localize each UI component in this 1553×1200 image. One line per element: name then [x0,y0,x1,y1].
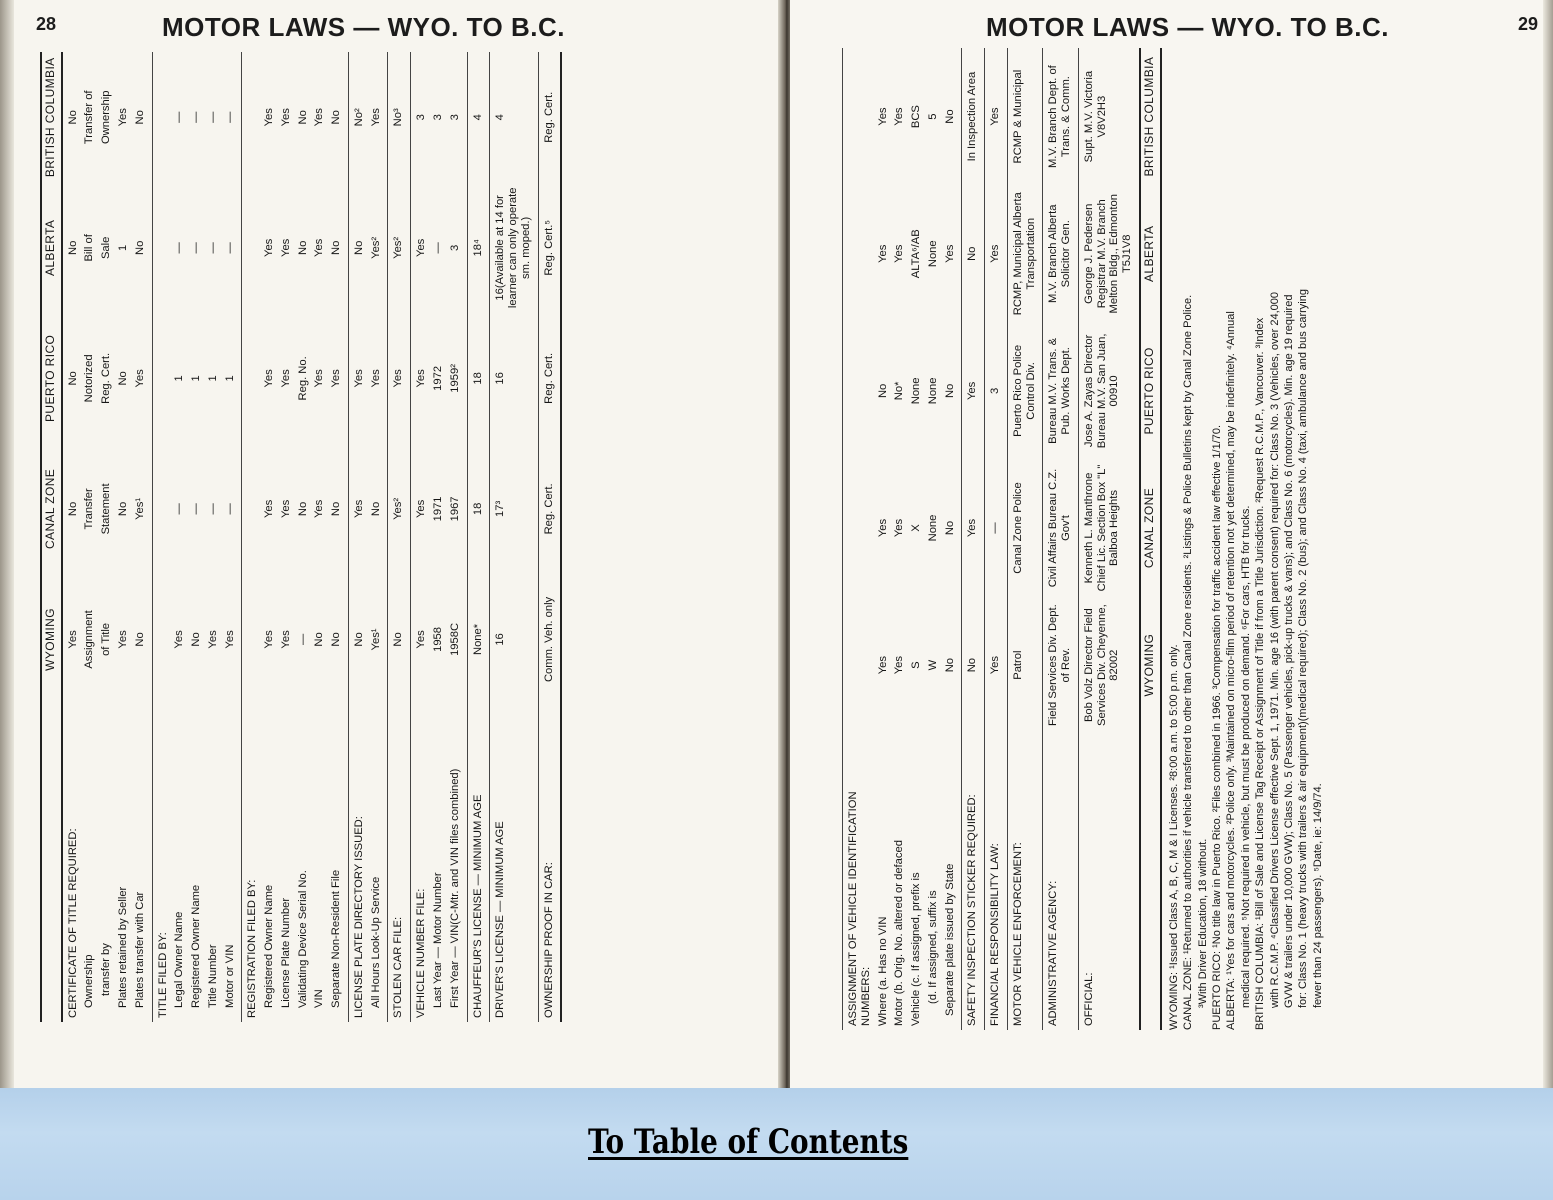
table-cell: Yes [411,574,430,705]
table-cell: No [943,520,956,536]
column-header: PUERTO RICO [1140,322,1161,459]
table-cell: No [62,52,82,183]
table-cell: No [133,110,146,125]
table-cell: 16 [490,574,538,705]
table-cell [843,459,875,596]
table-row [98,52,115,1022]
table-cell: Yes [116,630,129,649]
table-cell: Assignment [83,610,96,669]
table-cell: No [330,632,343,647]
table-row [348,52,367,1022]
table-cell: — [223,242,236,254]
table-cell: 3 [985,322,1008,459]
table-row [925,48,942,1030]
row-label: SAFETY INSPECTION STICKER REQUIRED: [962,734,985,1030]
footnote-line: PUERTO RICO: ¹No title law in Puerto Rico. ²Files combined in 1966. ³Compensation for traffic accident law effective 1/1/70. [1210,424,1223,1030]
table-cell: None [926,377,939,405]
row-label: DRIVER'S LICENSE — MINIMUM AGE [490,705,538,1022]
column-header: ALBERTA [1140,185,1161,322]
row-label: STOLEN CAR FILE: [388,705,411,1022]
row-label: FINANCIAL RESPONSIBILITY LAW: [985,734,1008,1030]
table-cell: Yes [876,656,889,675]
right-table-footer-row [1140,48,1161,1030]
right-table-body [843,48,1141,1030]
left-table-header-row [41,52,62,1022]
table-row [222,52,242,1022]
table-cell: W [926,659,939,671]
table-cell: Yes [263,499,276,519]
row-label: First Year — VIN(C-Mtr. and VIN files combined) [448,768,461,1008]
table-row [875,48,892,1030]
row-label: Validating Device Serial No. [296,870,309,1008]
table-cell [242,183,261,314]
table-cell: S [910,661,923,669]
row-label: Plates transfer with Car [133,891,146,1008]
table-row [62,52,82,1022]
table-cell: 1 [116,244,129,251]
table-cell: Yes [313,238,326,257]
row-label: (d. If assigned, suffix is [926,890,939,1004]
table-cell: Yes [263,630,276,649]
table-cell: 3 [448,244,461,251]
table-cell: Yes [133,369,146,388]
table-row [188,52,205,1022]
table-cell: Yes [223,630,236,649]
table-cell: 16(Available at 14 for learner can only operate sm. moped.) [490,183,538,314]
footnote-line: ALBERTA: ¹Yes for cars and motorcycles. ²Police only. ³Maintained on micro-film period of retention not yet determined, may be indefinitely. ⁴Annual [1225,311,1238,1030]
table-cell: Yes [985,597,1008,734]
footnote-line: ³With Driver Education, 18 without. [1196,838,1209,1008]
row-label: VIN [313,989,326,1008]
table-row [430,52,447,1022]
table-cell: No [296,110,309,125]
table-cell: No [943,109,956,124]
table-cell: Yes [893,656,906,675]
table-cell: No [330,110,343,125]
table-cell: Yes [279,630,292,649]
table-cell: 4 [490,52,538,183]
table-cell: Bob Volz Director Field Services Div. Cheyenne, 82002 [1078,597,1140,734]
table-cell: Statement [100,483,113,535]
row-label: OWNERSHIP PROOF IN CAR: [538,705,561,1022]
table-row [388,52,411,1022]
table-cell: Yes [263,108,276,127]
table-cell: Yes [369,108,382,127]
table-row [115,52,132,1022]
table-cell: — [206,111,219,123]
table-cell: No [133,632,146,647]
table-cell: Yes [943,244,956,263]
table-cell: 1972 [431,365,444,391]
table-cell [152,444,171,575]
table-cell: No [116,371,129,386]
row-label: Last Year — Motor Number [431,872,444,1008]
table-cell: No [313,632,326,647]
table-cell: Yes [388,313,411,444]
table-cell: 1 [173,375,186,382]
table-cell [152,183,171,314]
table-cell [152,313,171,444]
left-table-body [62,52,562,1022]
table-cell: No [962,185,985,322]
table-cell: Yes [116,108,129,127]
table-cell: 4 [467,52,490,183]
column-header: WYOMING [41,574,62,705]
table-cell: — [206,503,219,515]
table-row [205,52,222,1022]
table-cell: No [133,240,146,255]
table-row [261,52,278,1022]
table-cell: Yes [313,499,326,519]
right-page [790,0,1553,1088]
table-cell: Reg. Cert. [100,352,113,404]
table-cell: — [173,111,186,123]
table-cell: 5 [926,113,939,120]
table-cell [152,52,171,183]
table-cell: No [388,574,411,705]
table-row [1007,48,1043,1030]
table-row [891,48,908,1030]
table-cell: Yes [962,459,985,596]
table-cell [843,185,875,322]
table-cell [242,313,261,444]
header-spacer [1140,734,1161,1030]
table-row [311,52,328,1022]
table-cell: 3 [431,114,444,121]
table-cell: No [62,183,82,314]
row-label: MOTOR VEHICLE ENFORCEMENT: [1007,734,1043,1030]
table-cell [242,52,261,183]
table-cell: 3 [448,114,461,121]
row-label: Legal Owner Name [173,911,186,1008]
table-cell: Notorized [83,354,96,403]
table-row [278,52,295,1022]
table-cell: No [296,240,309,255]
table-cell: Yes [411,313,430,444]
column-header: BRITISH COLUMBIA [41,52,62,183]
row-label: Registered Owner Name [190,884,203,1008]
table-cell: ALTA⁶/AB [910,229,923,279]
table-cell: No [62,444,82,575]
table-cell: — [206,242,219,254]
right-table [842,48,1162,1030]
table-cell: Yes² [388,183,411,314]
page-number-right: 29 [1518,14,1539,34]
table-cell: None* [467,574,490,705]
table-cell: No³ [388,52,411,183]
table-of-contents-link[interactable]: To Table of Contents [588,1122,909,1162]
table-cell: Civil Affairs Bureau C.Z. Gov't [1043,459,1079,596]
table-cell: 18 [467,444,490,575]
row-label: Separate plate issued by State [943,863,956,1016]
table-cell: No [190,632,203,647]
table-cell: M.V. Branch Alberta Solicitor Gen. [1043,185,1079,322]
table-cell: — [173,503,186,515]
table-cell: No [943,383,956,399]
footnote-line: for: Class No. 1 (heavy trucks with trailers & air equipment)(medical required); Class No. 2 (bus); and Class No. 4 (taxi, ambulance and bus carrying [1297,289,1310,1008]
row-label: OFFICIAL: [1078,734,1140,1030]
table-cell: 3 [411,52,430,183]
table-cell: 18 [467,313,490,444]
page-header-left: MOTOR LAWS — WYO. TO B.C. [162,12,565,42]
table-cell: RCMP & Municipal [1007,48,1043,185]
table-cell [843,48,875,185]
table-row [447,52,467,1022]
table-cell: Bureau M.V. Trans. & Pub. Works Dept. [1043,322,1079,459]
table-cell: Yes [330,369,343,388]
row-label: Ownership [83,954,96,1008]
header-spacer [41,705,62,1022]
table-cell: — [190,111,203,123]
table-cell: Yes [279,238,292,257]
row-label: Title Number [206,944,219,1008]
table-cell: Yes [313,108,326,127]
table-cell: Reg. No. [296,356,309,401]
table-row [962,48,985,1030]
table-row [1043,48,1079,1030]
table-cell: Yes [279,369,292,388]
table-cell: X [910,524,923,532]
table-cell: Reg. Cert. [538,313,561,444]
table-cell: Transfer of [83,90,96,145]
table-cell: Yes² [388,444,411,575]
row-label: Motor (b. Orig. No. altered or defaced [893,840,906,1026]
row-label: Registered Owner Name [263,884,276,1008]
table-cell: Yes [206,630,219,649]
table-cell: Yes [263,238,276,257]
table-row [467,52,490,1022]
table-cell: No² [348,52,367,183]
page-edge-left [0,0,14,1088]
table-cell: — [223,503,236,515]
table-cell: Jose A. Zayas Director Bureau M.V. San Juan, 00910 [1078,322,1140,459]
left-motor-laws-table [40,52,724,1022]
row-label: License Plate Number [279,897,292,1008]
table-cell: 1 [190,375,203,382]
table-cell: Puerto Rico Police Control Div. [1007,322,1043,459]
footnote-line: medical required. ⁵Not required in vehicle, but must be produced on demand. ⁶For cars, HTB for trucks. [1239,505,1252,1008]
table-cell: Yes [173,630,186,649]
row-label: Vehicle (c. If assigned, prefix is [910,872,923,1026]
table-cell: 18⁴ [467,183,490,314]
footnote-line: GVW & trailers under 10,000 GVW); Class No. 5 (Passenger vehicles, pick-up trucks & vans); and Class No. 6 (motorcycles). Min. age 19 required [1282,294,1295,1008]
row-label: Plates retained by Seller [116,886,129,1008]
table-cell: 1967 [448,496,461,522]
table-row [985,48,1008,1030]
table-cell: Reg. Cert. [538,52,561,183]
table-cell: 1959² [448,364,461,393]
column-header: ALBERTA [41,183,62,314]
table-cell: Yes [313,369,326,388]
table-cell [843,322,875,459]
table-cell: No [962,597,985,734]
row-label: Separate Non-Resident File [330,869,343,1008]
table-cell: Yes [62,574,82,705]
footnote-line: fewer than 24 passengers). ⁵Date, ie: 14/9/74. [1311,783,1324,1008]
table-cell: Field Services Div. Dept. of Rev. [1043,597,1079,734]
table-cell: None [910,377,923,405]
table-cell: Yes [411,444,430,575]
table-cell: Reg. Cert. [538,444,561,575]
table-cell: — [296,633,309,646]
table-row [368,52,388,1022]
table-row [295,52,312,1022]
footnote-line: CANAL ZONE: ¹Returned to authorities if vehicle transferred to other than Canal Zone residents. ²Listings & Police Bulletins kept by Canal Zone Police. [1182,294,1195,1030]
left-table [40,52,562,1022]
table-cell: Yes [876,518,889,538]
table-row [942,48,962,1030]
table-cell: Comm. Veh. only [538,574,561,705]
table-cell: Ownership [100,90,113,145]
table-cell: 1 [206,375,219,382]
table-cell: Yes [263,369,276,388]
table-cell: — [985,459,1008,596]
footnote-line: WYOMING: ¹Issued Class A, B, C, M & I Licenses. ²8:00 a.m. to 5:00 p.m. only. [1167,644,1180,1030]
table-cell: Yes [348,313,367,444]
table-cell: None [926,240,939,268]
table-cell: Reg. Cert.⁵ [538,183,561,314]
table-cell: Yes [876,107,889,126]
table-cell: of Title [100,622,113,656]
table-cell: Yes [348,444,367,575]
table-row [1078,48,1140,1030]
table-cell: Yes [893,518,906,538]
row-label: TITLE FILED BY: [152,705,171,1022]
table-cell: 1 [223,375,236,382]
column-header: CANAL ZONE [41,444,62,575]
table-row [490,52,538,1022]
table-cell [242,574,261,705]
table-cell: Yes² [369,236,382,259]
table-cell: 1958C [448,622,461,656]
table-row [411,52,430,1022]
table-row [81,52,98,1022]
table-cell: Patrol [1007,597,1043,734]
row-label: CHAUFFEUR'S LICENSE — MINIMUM AGE [467,705,490,1022]
table-cell: Yes¹ [369,628,382,651]
footnotes [1168,48,1325,1030]
table-cell: Yes [411,183,430,314]
column-header: BRITISH COLUMBIA [1140,48,1161,185]
table-cell: Bill of [83,234,96,262]
table-cell [242,444,261,575]
column-header: PUERTO RICO [41,313,62,444]
table-cell: Yes [985,48,1008,185]
column-header: WYOMING [1140,597,1161,734]
right-motor-laws-table [842,48,1496,1030]
table-cell: In Inspection Area [962,48,985,185]
row-label: All Hours Look-Up Service [369,876,382,1008]
table-row [171,52,188,1022]
table-cell: No [876,383,889,399]
table-row [328,52,348,1022]
table-cell: No [348,574,367,705]
table-cell: Canal Zone Police [1007,459,1043,596]
table-cell: No [116,501,129,517]
page-header-right: MOTOR LAWS — WYO. TO B.C. [986,12,1389,42]
row-label: VEHICLE NUMBER FILE: [411,705,430,1022]
table-cell: 17³ [490,444,538,575]
footnote-line: BRITISH COLUMBIA: ¹Bill of Sale and License Tag Receipt or Assignment of Title if from a Title Jurisdiction. ²Request R.C.M.P., Vancouver. ³Index [1254,317,1267,1030]
table-cell: 1958 [431,627,444,652]
table-cell: No [62,313,82,444]
table-cell: Sale [100,236,113,260]
table-cell [152,574,171,705]
table-cell: — [190,242,203,254]
table-cell: BCS [910,105,923,129]
row-label: CERTIFICATE OF TITLE REQUIRED: [62,705,82,1022]
table-cell: Yes¹ [133,497,146,520]
table-cell: No [943,657,956,673]
table-cell: No [296,501,309,517]
table-cell: No [348,183,367,314]
page-number-left: 28 [36,14,57,34]
table-cell: Yes [279,108,292,127]
table-cell: Yes [279,499,292,519]
table-cell: Yes [893,244,906,263]
table-cell: None [926,514,939,542]
table-cell: Transfer [83,488,96,530]
table-cell: Yes [893,107,906,126]
table-cell: Yes [369,369,382,388]
row-label: LICENSE PLATE DIRECTORY ISSUED: [348,705,367,1022]
footnote-line: with R.C.M.P. ⁴Classified Drivers License effective Sept. 1, 1971. Min. age 16 (with parent consent) required for: Class No. 3 (Vehicles, over 24,000 [1268,292,1281,1008]
table-cell: — [173,242,186,254]
table-cell: — [431,242,444,254]
table-row [843,48,875,1030]
table-cell: Yes [985,185,1008,322]
left-page [0,0,782,1088]
table-cell: Yes [962,322,985,459]
table-cell: — [223,111,236,123]
table-row [132,52,152,1022]
table-cell [843,597,875,734]
table-cell: No [330,501,343,517]
table-cell: Yes [876,244,889,263]
table-cell: — [190,503,203,515]
table-row [538,52,561,1022]
table-cell: No [330,240,343,255]
table-cell: Kenneth L. Manthrone Chief Lic. Section Box "L" Balboa Heights [1078,459,1140,596]
row-label: Where (a. Has no VIN [876,916,889,1026]
table-cell: M.V. Branch Dept. of Trans. & Comm. [1043,48,1079,185]
table-cell: Supt. M.V. Victoria V8V2H3 [1078,48,1140,185]
row-label: ASSIGNMENT OF VEHICLE IDENTIFICATION NUMBERS: [843,734,875,1030]
row-label: ADMINISTRATIVE AGENCY: [1043,734,1079,1030]
table-cell: No* [893,381,906,401]
table-row [242,52,261,1022]
table-cell: No [369,501,382,517]
table-cell: 1971 [431,496,444,522]
table-cell: 16 [490,313,538,444]
column-header: CANAL ZONE [1140,459,1161,596]
table-row [908,48,925,1030]
row-label: Motor or VIN [223,944,236,1008]
row-label: REGISTRATION FILED BY: [242,705,261,1022]
table-cell: George J. Pedersen Registrar M.V. Branch Melton Bldg., Edmonton T5J1V8 [1078,185,1140,322]
page-edge-right [1543,0,1553,1088]
table-cell: RCMP, Municipal Alberta Transportation [1007,185,1043,322]
table-row [152,52,171,1022]
row-label: transfer by [100,943,113,996]
